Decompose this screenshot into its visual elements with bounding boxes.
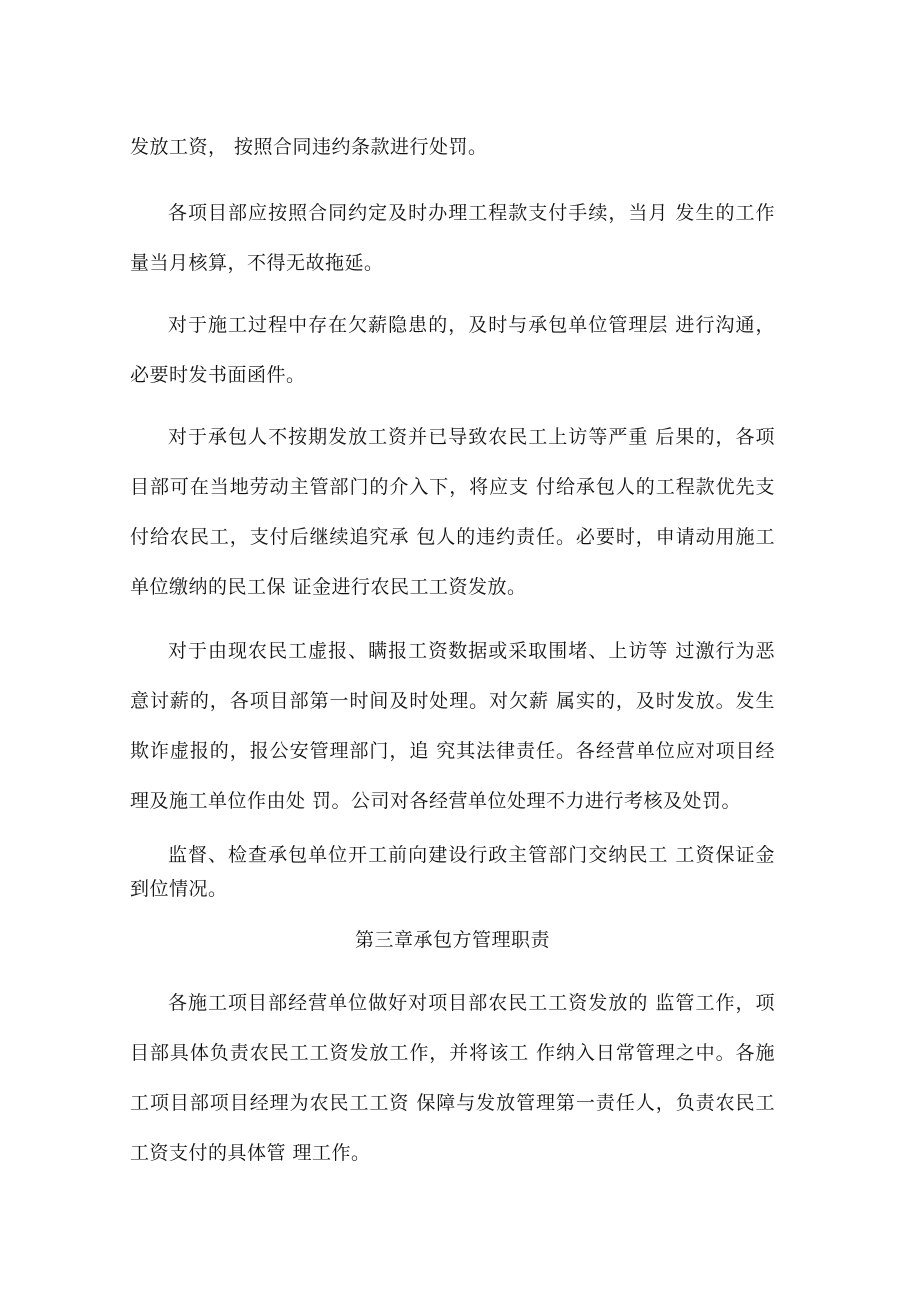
paragraph-7: 各施工项目部经营单位做好对项目部农民工工资发放的 监管工作，项目部具体负责农民工工资发放工作，并将该工 作纳入日常管理之中。各施工项目部项目经理为农民工工资 保障与发放管理第一责任人，负责农民工工资支付的具体管 理工作。 bbox=[130, 992, 775, 1164]
paragraph-3: 对于施工过程中存在欠薪隐患的，及时与承包单位管理层 进行沟通，必要时发书面函件。 bbox=[130, 314, 775, 386]
paragraph-1: 发放工资， 按照合同违约条款进行处罚。 bbox=[130, 136, 488, 158]
paragraph-2: 各项目部应按照合同约定及时办理工程款支付手续，当月 发生的工作量当月核算，不得无故拖延。 bbox=[130, 202, 775, 274]
paragraph-4: 对于承包人不按期发放工资并已导致农民工上访等严重 后果的，各项目部可在当地劳动主管部门的介入下，将应支 付给承包人的工程款优先支付给农民工，支付后继续追究承 包人的违约责任。必要时，申请动用施工单位缴纳的民工保 证金进行农民工工资发放。 bbox=[130, 426, 775, 598]
paragraph-6: 监督、检查承包单位开工前向建设行政主管部门交纳民工 工资保证金到位情况。 bbox=[130, 844, 775, 900]
paragraph-5: 对于由现农民工虚报、瞒报工资数据或采取围堵、上访等 过激行为恶意讨薪的，各项目部第一时间及时处理。对欠薪 属实的，及时发放。发生欺诈虚报的，报公安管理部门，追 究其法律责任。各经营单位应对项目经理及施工单位作由处 罚。公司对各经营单位处理不力进行考核及处罚。 bbox=[130, 640, 775, 812]
chapter-heading: 第三章承包方管理职责 bbox=[354, 929, 550, 951]
